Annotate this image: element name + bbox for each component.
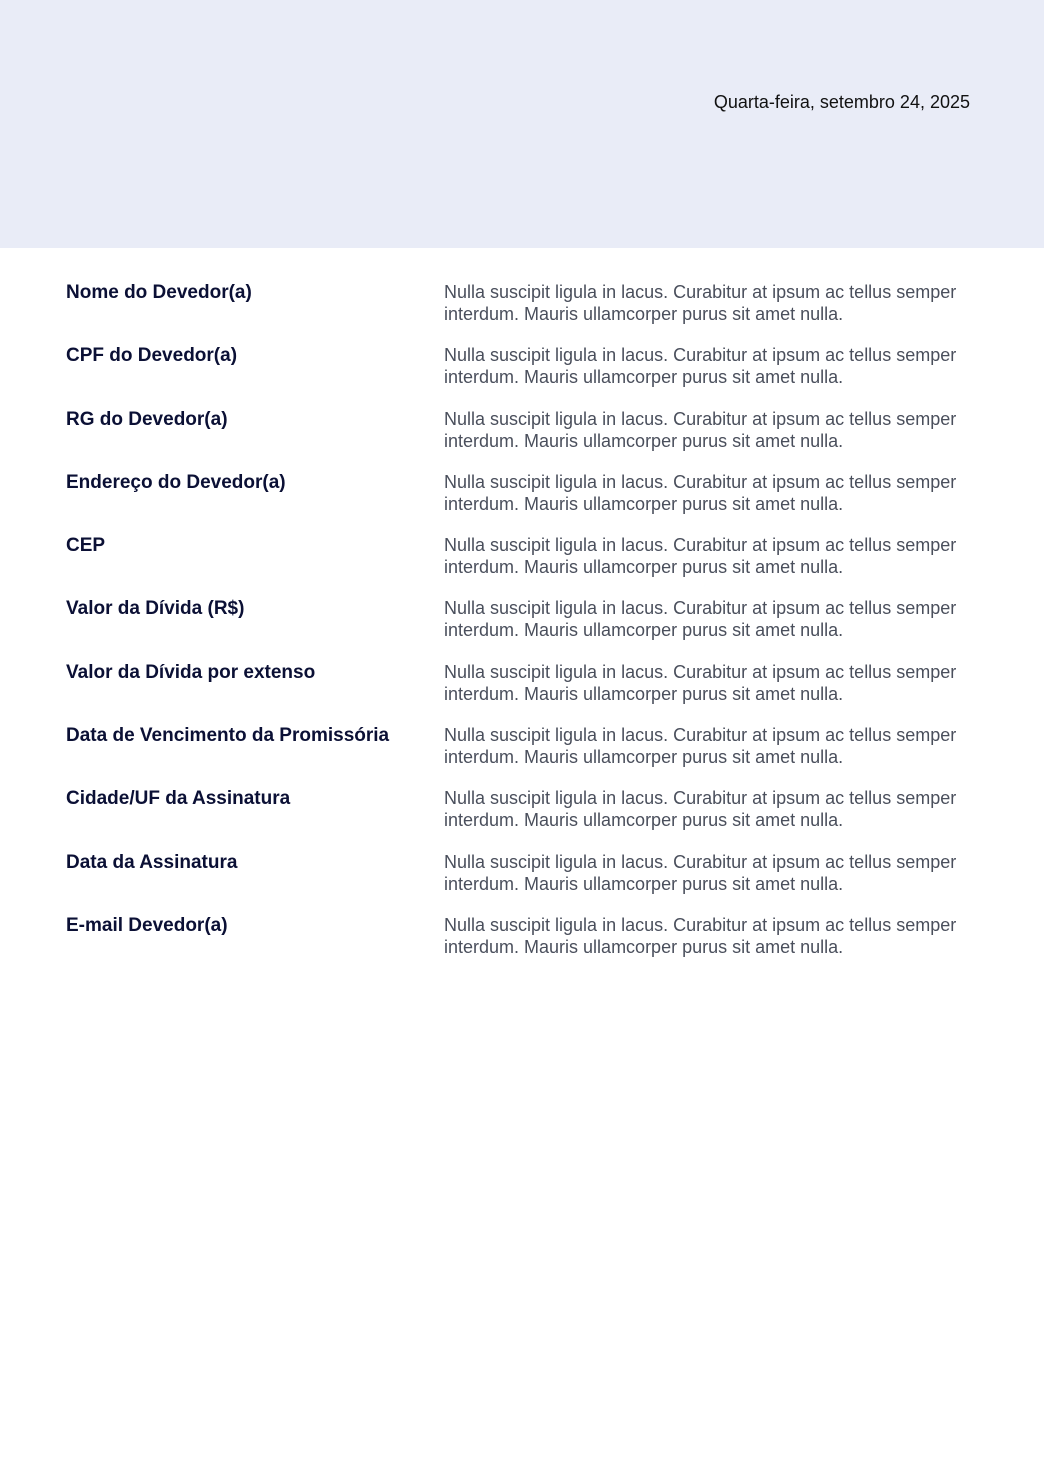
field-label: CPF do Devedor(a)	[66, 345, 238, 367]
field-row-cidade-uf	[66, 787, 966, 850]
field-value: Nulla suscipit ligula in lacus. Curabitur at ipsum ac tellus semper interdum. Mauris ullamcorper purus sit amet nulla.	[444, 851, 957, 894]
field-label: Nome do Devedor(a)	[66, 282, 252, 303]
field-value: Nulla suscipit ligula in lacus. Curabitur at ipsum ac tellus semper interdum. Mauris ullamcorper purus sit amet nulla.	[444, 914, 957, 957]
field-row-nome-devedor	[66, 281, 966, 344]
field-value: Nulla suscipit ligula in lacus. Curabitur at ipsum ac tellus semper interdum. Mauris ullamcorper purus sit amet nulla.	[444, 598, 957, 641]
field-row-endereco-devedor	[66, 471, 966, 534]
document-date: Quarta-feira, setembro 24, 2025	[713, 92, 970, 112]
field-row-valor-extenso	[66, 661, 966, 724]
field-value: Nulla suscipit ligula in lacus. Curabitur at ipsum ac tellus semper interdum. Mauris ullamcorper purus sit amet nulla.	[444, 345, 957, 388]
field-label: Endereço do Devedor(a)	[66, 471, 286, 493]
field-row-valor-divida	[66, 597, 966, 660]
field-value: Nulla suscipit ligula in lacus. Curabitur at ipsum ac tellus semper interdum. Mauris ullamcorper purus sit amet nulla.	[444, 471, 957, 514]
field-label: Valor da Dívida (R$)	[66, 598, 245, 620]
field-value: Nulla suscipit ligula in lacus. Curabitur at ipsum ac tellus semper interdum. Mauris ullamcorper purus sit amet nulla.	[444, 788, 957, 831]
field-label: RG do Devedor(a)	[66, 408, 228, 430]
field-row-cep	[66, 534, 966, 597]
field-value: Nulla suscipit ligula in lacus. Curabitur at ipsum ac tellus semper interdum. Mauris ullamcorper purus sit amet nulla.	[444, 408, 957, 451]
field-row-cpf-devedor	[66, 344, 966, 407]
field-label: Cidade/UF da Assinatura	[66, 788, 291, 810]
header-band	[0, 0, 1044, 248]
field-label: Valor da Dívida por extenso	[66, 661, 316, 683]
field-row-data-assinatura	[66, 851, 966, 914]
field-row-email-devedor	[66, 914, 966, 977]
field-label: Data de Vencimento da Promissória	[66, 725, 390, 747]
field-row-data-vencimento	[66, 724, 966, 787]
field-value: Nulla suscipit ligula in lacus. Curabitur at ipsum ac tellus semper interdum. Mauris ullamcorper purus sit amet nulla.	[444, 535, 957, 578]
field-label: Data da Assinatura	[66, 851, 238, 873]
field-value: Nulla suscipit ligula in lacus. Curabitur at ipsum ac tellus semper interdum. Mauris ullamcorper purus sit amet nulla.	[444, 725, 957, 768]
field-label: CEP	[66, 535, 106, 557]
field-list	[66, 281, 966, 977]
field-value: Nulla suscipit ligula in lacus. Curabitur at ipsum ac tellus semper interdum. Mauris ullamcorper purus sit amet nulla.	[444, 282, 957, 324]
field-value: Nulla suscipit ligula in lacus. Curabitur at ipsum ac tellus semper interdum. Mauris ullamcorper purus sit amet nulla.	[444, 661, 957, 704]
field-label: E-mail Devedor(a)	[66, 914, 228, 936]
field-row-rg-devedor	[66, 408, 966, 471]
